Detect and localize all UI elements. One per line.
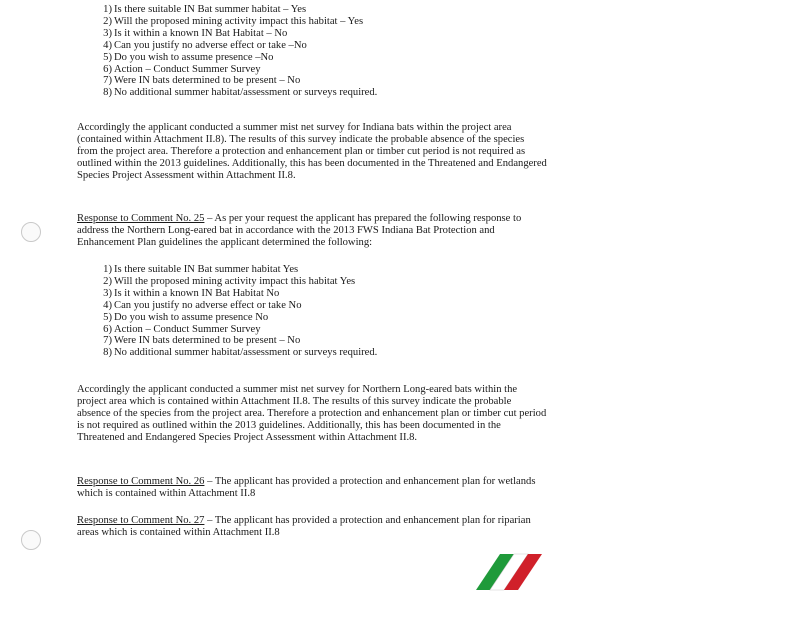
response-text: – The applicant has provided a protection and enhancement plan for riparian areas which is contained within Attachment II.8 bbox=[77, 515, 531, 538]
response-comment-26 bbox=[77, 476, 547, 500]
list-item: 5) Do you wish to assume presence –No bbox=[103, 51, 274, 63]
list-item: 1) Is there suitable IN Bat summer habitat Yes bbox=[103, 264, 299, 275]
criteria-list-northern-long-eared-bat bbox=[80, 264, 377, 359]
list-item: 3) Is it within a known IN Bat Habitat – No bbox=[103, 27, 288, 39]
paragraph-indiana-bat-survey: Accordingly the applicant conducted a summer mist net survey for Indiana bats within the project area (contained within Attachment II.8). The results of this survey indicate the probable absence of the species from the project area. Therefore a protection and enhancement plan or timber cut period is not required as outlined within the 2013 guidelines. Additionally, this has been documented in the Threatened and Endangered Species Project Assessment within Attachment II.8. bbox=[77, 122, 547, 181]
response-label: Response to Comment No. 25 bbox=[77, 213, 205, 224]
list-item: 7) Were IN bats determined to be present – No bbox=[103, 75, 301, 87]
response-comment-25 bbox=[77, 213, 547, 249]
response-text: – As per your request the applicant has prepared the following response to address the Northern Long-eared bat in accordance with the 2013 FWS Indiana Bat Protection and Enhancement Plan guidelines the applicant determined the following: bbox=[77, 213, 522, 248]
list-item: 1) Is there suitable IN Bat summer habitat – Yes bbox=[103, 4, 307, 15]
list-item: 7) Were IN bats determined to be present – No bbox=[103, 335, 301, 347]
response-comment-27 bbox=[77, 515, 547, 539]
paragraph-northern-long-eared-bat-survey: Accordingly the applicant conducted a summer mist net survey for Northern Long-eared bats within the project area which is contained within Attachment II.8. The results of this survey indicate the probable absence of the species from the project area. Therefore a protection and enhancement plan or timber cut period is not required as outlined within the 2013 guidelines. Additionally, this has been documented in the Threatened and Endangered Species Project Assessment within Attachment II.8. bbox=[77, 384, 547, 443]
binder-hole-mark bbox=[21, 530, 41, 550]
list-item: 6) Action – Conduct Summer Survey bbox=[103, 323, 261, 335]
list-item: 4) Can you justify no adverse effect or take No bbox=[103, 299, 302, 311]
response-text: – The applicant has provided a protection and enhancement plan for wetlands which is contained within Attachment II.8 bbox=[77, 476, 536, 499]
list-item: 2) Will the proposed mining activity impact this habitat – Yes bbox=[103, 15, 364, 27]
list-item: 2) Will the proposed mining activity impact this habitat Yes bbox=[103, 275, 356, 287]
list-item: 8) No additional summer habitat/assessment or surveys required. bbox=[103, 347, 378, 359]
binder-hole-mark bbox=[21, 222, 41, 242]
list-item: 8) No additional summer habitat/assessment or surveys required. bbox=[103, 87, 378, 99]
criteria-list-indiana-bat bbox=[80, 4, 377, 99]
list-item: 3) Is it within a known IN Bat Habitat No bbox=[103, 287, 280, 299]
list-item: 5) Do you wish to assume presence No bbox=[103, 311, 269, 323]
response-label: Response to Comment No. 26 bbox=[77, 476, 205, 487]
list-item: 6) Action – Conduct Summer Survey bbox=[103, 63, 261, 75]
tricolor-flag-logo bbox=[476, 552, 542, 592]
list-item: 4) Can you justify no adverse effect or take –No bbox=[103, 39, 307, 51]
response-label: Response to Comment No. 27 bbox=[77, 515, 205, 526]
